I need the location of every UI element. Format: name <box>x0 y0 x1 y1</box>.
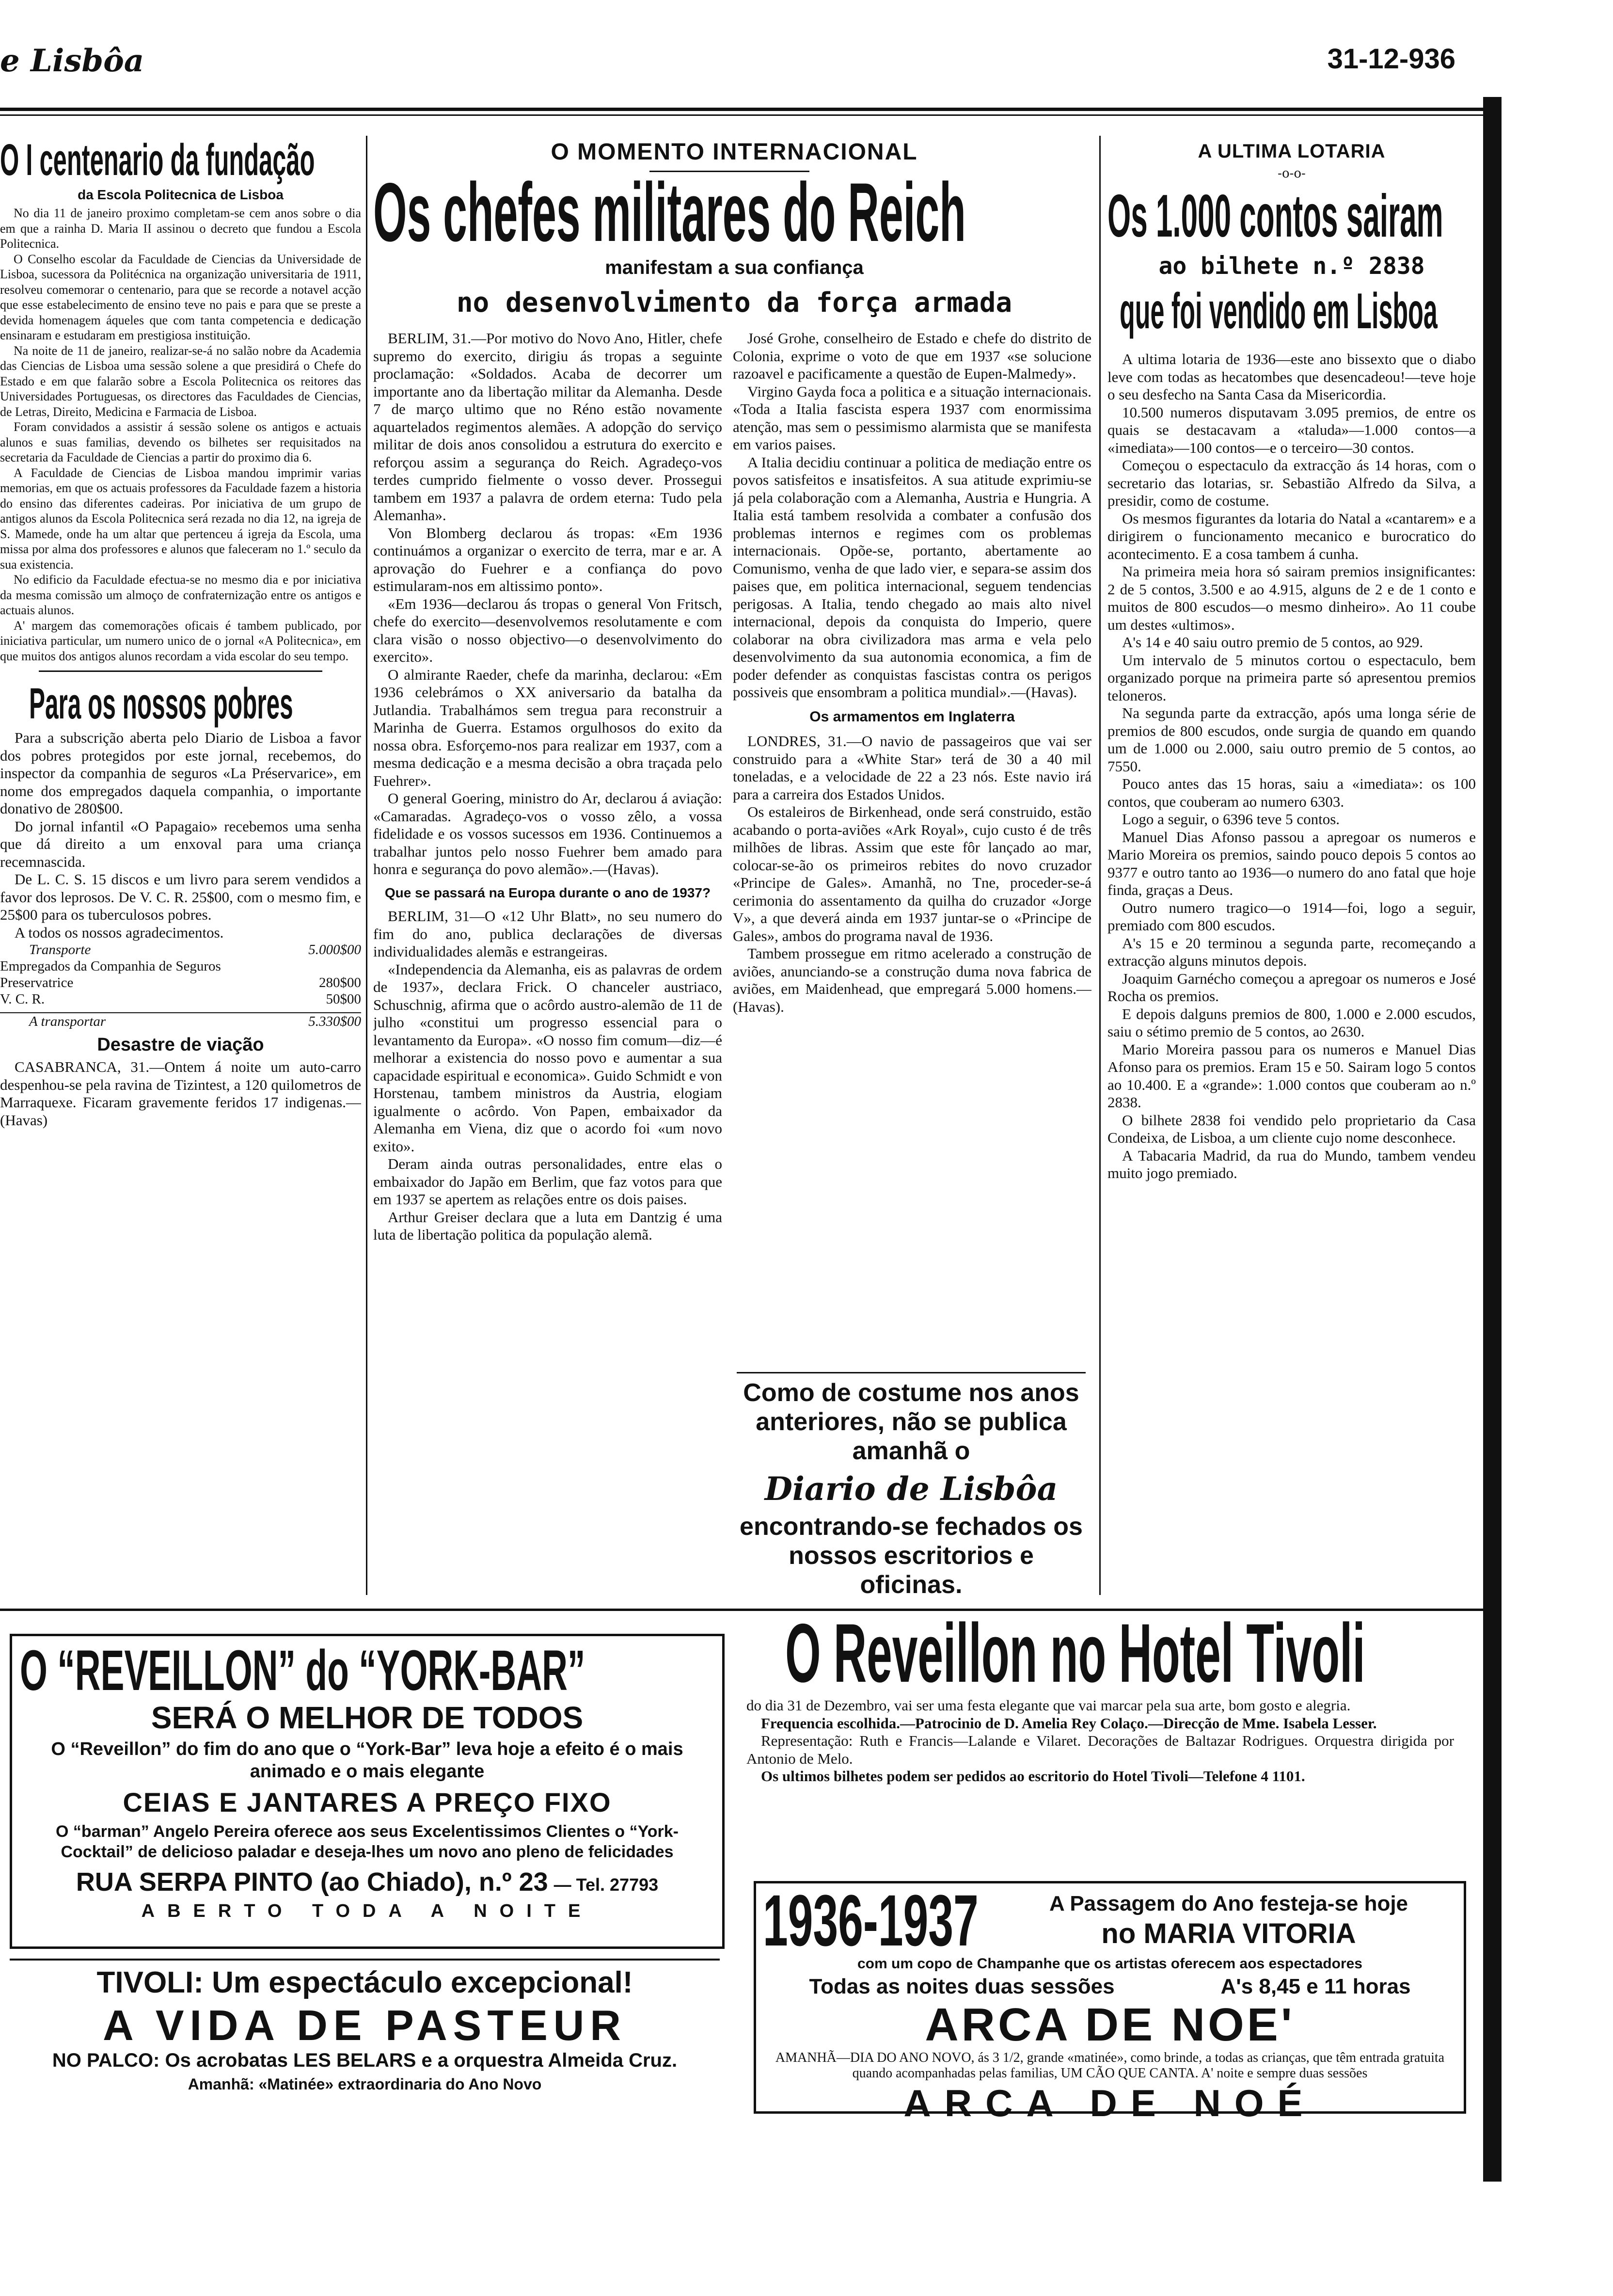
mv-years: 1936-1937 <box>763 1886 979 1954</box>
york-line4: O “barman” Angelo Pereira oferece aos seus Excelentissimos Clientes o “York-Cocktail” de delicioso paladar e deseja-lhes um novo ano pleno de felicidades <box>56 1822 679 1861</box>
column-rule <box>1099 136 1101 1595</box>
hotel-body: do dia 31 de Dezembro, vai ser uma festa elegante que vai marcar pela sua arte, bom gosto e alegria. Frequencia escolhida.—Patrocinio de D. Amelia Rey Colaço.—Direcção de Mme. Isabela Lesser. Representação: Ruth e Francis—Lalande e Vilaret. Decorações de Baltazar Rodrigues. Orquestra dirigida por Antonio de Melo. Os ultimos bilhetes podem ser pedidos ao escritorio do Hotel Tivoli—Telefone 4 1101. <box>746 1697 1454 1785</box>
pobres-title: Para os nossos pobres <box>29 680 293 728</box>
lotaria-title: Os 1.000 contos sairam <box>1107 185 1443 248</box>
pasteur-title: TIVOLI: Um espectáculo excepcional! <box>96 1966 633 1999</box>
hotel-title: O Reveillon no Hotel Tivoli <box>785 1614 1365 1687</box>
mv-line2b: A's 8,45 e 11 horas <box>1220 1975 1411 1998</box>
ledger-row: Transporte 5.000$00 <box>29 942 361 957</box>
ads-divider <box>0 1609 1483 1611</box>
mv-line1: com um copo de Champanhe que os artistas oferecem aos espectadores <box>857 1956 1362 1972</box>
lotaria-ornament: -o-o- <box>1278 166 1306 181</box>
column-rule <box>366 136 367 1595</box>
york-line1: SERÁ O MELHOR DE TODOS <box>151 1700 584 1735</box>
section-divider <box>39 670 322 672</box>
pasteur-tomorrow: Amanhã: «Matinée» extraordinaria do Ano Novo <box>188 2075 542 2093</box>
notice-bottom: encontrando-se fechados os nossos escritorios e oficinas. <box>740 1513 1083 1599</box>
column-lotaria <box>1107 141 1476 1600</box>
york-tel: — Tel. 27793 <box>553 1875 659 1895</box>
ledger-row: V. C. R. 50$00 <box>0 991 361 1007</box>
pasteur-stage: NO PALCO: Os acrobatas LES BELARS e a orquestra Almeida Cruz. <box>52 2050 678 2071</box>
momento-deck: no desenvolvimento da força armada <box>456 287 1012 319</box>
pobres-body: Para a subscrição aberta pelo Diario de Lisboa a favor dos pobres protegidos por este jornal, recebemos, do inspector da companhia de seguros «La Préservarice», em nome dos empregados daquela companhia, o importante donativo de 280$00. Do jornal infantil «O Papagaio» recebemos uma senha que dá direito a um enxoval para uma criança recemnascida. De L. C. S. 15 discos e um livro para serem vendidos a favor dos leprosos. De V. C. R. 25$00, com o mesmo fim, e 25$00 para os tuberculosos pobres. A todos os nossos agradecimentos. <box>0 729 361 941</box>
momento-kicker: O MOMENTO INTERNACIONAL <box>551 139 918 165</box>
lotaria-kicker: A ULTIMA LOTARIA <box>1198 141 1386 162</box>
momento-subtitle: manifestam a sua confiança <box>605 257 864 278</box>
lotaria-title2: que foi vendido em Lisboa <box>1120 285 1438 339</box>
york-line2: O “Reveillon” do fim do ano que o “York-Bar” leva hoje a efeito é o mais animado e o mais elegante <box>51 1739 683 1782</box>
centenario-subtitle: da Escola Politecnica de Lisboa <box>78 187 284 202</box>
issue-date: 31-12-936 <box>1327 43 1455 75</box>
york-hours: ABERTO TODA A NOITE <box>141 1901 593 1921</box>
momento-col2: José Grohe, conselheiro de Estado e chefe do distrito de Colonia, exprime o voto de que em 1937 «se solucione razoavel e pacificamente a questão de Eupen-Malmedy». Virgino Gayda foca a politica e a situação internacionais. «Toda a Italia fascista espera 1937 com enormissima atenção, mas sem o pessimismo alarmista que se manifesta em varios paises. A Italia decidiu continuar a politica de mediação entre os povos satisfeitos e insatisfeitos. A sua atitude exprimiu-se já pela colaboração com a Alemanha, Austria e Hungria. A Italia está tambem resolvida a combater a confusão dos problemas internos e regimes com os problemas internacionais. Opõe-se, portanto, abertamente ao Comunismo, venha de que lado vier, e separa-se assim dos paises que, em politica internacional, seguem tendencias perigosas. A Italia, tendo chegado ao mais alto nivel internacional, depois da conquista do Imperio, quere colaborar na obra civilizadora mas arma e vela pelo desenvolvimento da sua autonomia economica, a fim de poder defender as conquistas fascistas contra os perigos possiveis que ensombram a politica mundial».—(Havas). Os armamentos em Inglaterra LONDRES, 31.—O navio de passageiros que vai ser construido para a «White Star» terá de 30 a 40 mil toneladas, e a velocidade de 22 a 23 nós. Este navio irá para a carreira dos Estados Unidos. Os estaleiros de Birkenhead, onde será construido, estão acabando o porta-aviões «Ark Royal», cujo custo é de três milhões de libras. Assim que este fôr lançado ao mar, colocar-se-ão os primeiros rebites do novo cruzador «Principe de Gales». Amanhã, no Tne, proceder-se-á cerimonia do assentamento da quilha do cruzador «Jorge V», a que deverá ainda em 1937 juntar-se o «Principe de Gales», ambos do programa naval de 1936. Tambem prossegue em ritmo acelerado a construção de aviões, anunciando-se a construção duma nova fabrica de aviões, em Maidenhead, que empregará 5.000 homens.—(Havas). <box>733 330 1091 1015</box>
pasteur-film: A VIDA DE PASTEUR <box>103 2001 627 2049</box>
centenario-body: No dia 11 de janeiro proximo completam-se cem anos sobre o dia em que a rainha D. Maria II assinou o decreto que fundou a Escola Politecnica. O Conselho escolar da Faculdade de Ciencias da Universidade de Lisboa, sucessora da Politécnica na organização universitaria de 1911, resolveu comemorar o centenario, para que se recorde a notavel acção que esse estabelecimento de ensino teve no pais e para que se preste a devida homenagem áqueles que com tanta competencia e dedicação ensinaram e estudaram em prestigiosa instituição. Na noite de 11 de janeiro, realizar-se-á no salão nobre da Academia das Ciencias de Lisboa uma sessão solene a que presidirá o Chefe do Estado e em que falarão sobre a Escola Politecnica os reitores das Universidades Portuguesas, os directores das Faculdades de Ciencias, de Letras, Direito, Medicina e Farmacia de Lisboa. Foram convidados a assistir á sessão solene os antigos e actuais alunos e suas familias, devendo os bilhetes ser requisitados na secretaria da Faculdade de Ciencias a partir do proximo dia 6. A Faculdade de Ciencias de Lisboa mandou imprimir varias memorias, em que os actuais professores da Faculdade fazem a historia do ensino das diferentes cadeiras. Por iniciativa de um grupo de antigos alunos da Escola Politecnica será rezada no dia 12, na igreja de S. Mamede, onde ha um altar que pertenceu á igreja da Escola, uma missa por alma dos professores e alunos que faleceram no 1.º seculo da sua existencia. No edificio da Faculdade efectua-se no mesmo dia e por iniciativa da mesma comissão um almoço de confraternização entre os antigos e actuais alunos. A' margem das comemorações oficais é tambem publicado, por iniciativa particular, um numero unico de o jornal «A Politecnica», em que muitos dos antigos alunos recordam a vida escolar do seu tempo. <box>0 206 361 663</box>
header-rule <box>0 108 1493 111</box>
mv-tomorrow: AMANHÃ—DIA DO ANO NOVO, ás 3 1/2, grande «matinée», como brinde, a todas as crianças, que têm entrada gratuita quando acompanhadas pelas familias, UM CÃO QUE CANTA. A' noite e sempre duas sessões <box>775 2050 1445 2081</box>
pobres-ledger <box>0 941 361 1030</box>
europa-title: Que se passará na Europa durante o ano de 1937? <box>384 885 711 900</box>
maria-vitoria-ad <box>754 1881 1466 2124</box>
ledger-row: A transportar 5.330$00 <box>0 1012 361 1030</box>
notice-paper: Diario de Lisbôa <box>764 1470 1058 1508</box>
no-publication-notice <box>737 1372 1086 1599</box>
lotaria-body: A ultima lotaria de 1936—este ano bissexto que o diabo leve com todas as hecatombes que desencadeou!—teve hoje o seu desfecho na Santa Casa da Misericordia. 10.500 numeros disputavam 3.095 premios, de entre os quais se destacavam a «taluda»—1.000 contos—a «imediata»—100 contos—e o terceiro—30 contos. Começou o espectaculo da extracção ás 14 horas, com o secretario das lotarias, sr. Sebastião Alfredo da Silva, a presidir, como de costume. Os mesmos figurantes da lotaria do Natal a «cantarem» e a dirigirem o funcionamento mecanico e burocratico do acontecimento. E a cosa tambem á cunha. Na primeira meia hora só sairam premios insignificantes: 2 de 5 contos, 3.500 e ao 4.915, alguns de 2 e de 1 conto e muitos de 800 escudos—o mesmo dinheiro». Ao 11 coube um destes «ultimos». A's 14 e 40 saiu outro premio de 5 contos, ao 929. Um intervalo de 5 minutos cortou o espectaculo, bem organizado porque na primeira parte só apresentou premios teloneros. Na segunda parte da extracção, após uma longa série de premios de 800 escudos, onde surgia de quando em quando um de 1.000 ou 2.000, saiu outro premio de 5 contos, ao 7550. Pouco antes das 15 horas, saiu a «imediata»: os 100 contos, que couberam ao numero 6303. Logo a seguir, o 6396 teve 5 contos. Manuel Dias Afonso passou a apregoar os numeros e Mario Moreira os premios, saindo pouco depois 5 contos ao 9377 e outro tanto ao 1936—o numero do ano fatal que hoje finda, graças a Deus. Outro numero tragico—o 1914—foi, logo a seguir, premiado com 800 escudos. A's 15 e 20 terminou a segunda parte, recomeçando a extracção alguns minutos depois. Joaquim Garnécho começou a apregoar os numeros e José Rocha os premios. E depois dalguns premios de 800, 1.000 e 2.000 escudos, saiu o sétimo premio de 5 contos, ao 2630. Mario Moreira passou para os numeros e Manuel Dias Afonso para os premios. Eram 15 e 50. Sairam logo 5 contos ao 10.400. E a «grande»: 1.000 contos que couberam ao n.º 2838. O bilhete 2838 foi vendido pelo proprietario da Casa Condeixa, de Lisboa, a um cliente cujo nome desconhece. A Tabacaria Madrid, da rua do Mundo, tambem vendeu muito jogo premiado. <box>1107 351 1476 1181</box>
york-bar-ad <box>10 1634 725 1949</box>
mv-show2: ARCA DE NOÉ <box>903 2082 1316 2124</box>
momento-headline-wrap <box>373 169 1095 256</box>
york-line3: CEIAS E JANTARES A PREÇO FIXO <box>123 1787 612 1818</box>
ledger-row: Empregados da Companhia de Seguros Preservatrice 280$00 <box>0 958 361 990</box>
lotaria-subtitle: ao bilhete n.º 2838 <box>1158 253 1425 280</box>
momento-title: Os chefes militares do Reich <box>373 169 966 256</box>
armamentos-title: Os armamentos em Inglaterra <box>809 708 1015 725</box>
york-title: O “REVEILLON” do “YORK-BAR” <box>20 1639 585 1699</box>
york-address: RUA SERPA PINTO (ao Chiado), n.º 23 <box>76 1867 548 1897</box>
hotel-tivoli-ad <box>746 1614 1473 1886</box>
margin-bar <box>1483 97 1502 2182</box>
centenario-title: O I centenario da fundação <box>0 136 315 185</box>
tivoli-pasteur-ad <box>10 1959 720 2116</box>
mv-headline1: A Passagem do Ano festeja-se hoje <box>1049 1892 1408 1915</box>
mv-headline2: no MARIA VITORIA <box>1101 1918 1356 1949</box>
lotaria-headline2-wrap <box>1107 285 1476 339</box>
desastre-body: CASABRANCA, 31.—Ontem á noite um auto-carro despenhou-se pela ravina de Tizintest, a 120 quilometros de Marraquexe. Ficaram gravemente feridos 17 indigenas.—(Havas) <box>0 1058 361 1129</box>
column-left <box>0 136 361 1600</box>
momento-col1: BERLIM, 31.—Por motivo do Novo Ano, Hitler, chefe supremo do exercito, dirigiu ás tropas a seguinte proclamação: «Soldados. Acaba de decorrer um importante ano da libertação militar da Alemanha. Desde 7 de março ultimo que no Réno estão novamente aquartelados regimentos alemães. A adopção do serviço militar de dois anos consolidou a estrutura do exercito e reforçou assim a segurança do Reich. Agradeço-vos terdes cumprido fielmente o vosso dever. Prossegui tambem em 1937 a palavra de ordem eterna: Tudo pela Alemanha». Von Blomberg declarou ás tropas: «Em 1936 continuámos a organizar o exercito de terra, mar e ar. A aprovação do Fuehrer e a confiança do povo estimularam-nos em altissimo ponto». «Em 1936—declarou ás tropas o general Von Fritsch, chefe do exercito—desenvolvemos resolutamente e com clara visão o nosso objectivo—o desenvolvimento do exercito». O almirante Raeder, chefe da marinha, declarou: «Em 1936 celebrámos o XX aniversario da batalha da Jutlandia. Trabalhámos sem tregua para reconstruir a Marinha de Guerra. Estamos orgulhosos do exito da nossa obra. Esforçemo-nos para realizar em 1937, com a mesma dedicação e a mesma decisão a obra traçada pelo Fuehrer». O general Goering, ministro do Ar, declarou á aviação: «Camaradas. Agradeço-vos o vosso zêlo, a vossa fidelidade e os vossos sucessos em 1936. Continuemos a trabalhar juntos pelo nosso Fuehrer bem amado para honra e segurança do povo alemão».—(Havas). Que se passará na Europa durante o ano de 1937? BERLIM, 31—O «12 Uhr Blatt», no seu numero do fim do ano, publica declarações de diversas individualidades alemãs e estrangeiras. «Independencia da Alemanha, eis as palavras de ordem de 1937», declara Frick. O chanceler austriaco, Schuschnig, afirma que o acôrdo austro-alemão de 11 de julho «constitui um progresso essencial para o levantamento da Europa». «O nosso fim comum—diz—é melhorar a existencia do nosso povo e aumentar a sua capacidade espiritual e economica». Guido Schmidt e von Horstenau, tambem ministros da Austria, elogiam igualmente o acôrdo. Von Papen, embaixador da Alemanha em Viena, diz que o acordo foi «um novo exito». Deram ainda outras personalidades, entre elas o embaixador do Japão em Berlim, que faz votos para que em 1937 se apertem as relações entre os dois paises. Arthur Greiser declara que a luta em Dantzig é uma luta de libertação politica da população alemã. <box>373 330 722 1243</box>
header-rule-thin <box>0 114 1493 116</box>
mv-line2: Todas as noites duas sessões <box>809 1975 1115 1998</box>
masthead: e Lisbôa <box>0 43 144 79</box>
desastre-title: Desastre de viação <box>97 1035 264 1055</box>
mv-show: ARCA DE NOE' <box>925 1999 1295 2051</box>
notice-top: Como de costume nos anos anteriores, não se publica amanhã o <box>743 1379 1079 1465</box>
lotaria-headline-wrap <box>1107 185 1476 248</box>
